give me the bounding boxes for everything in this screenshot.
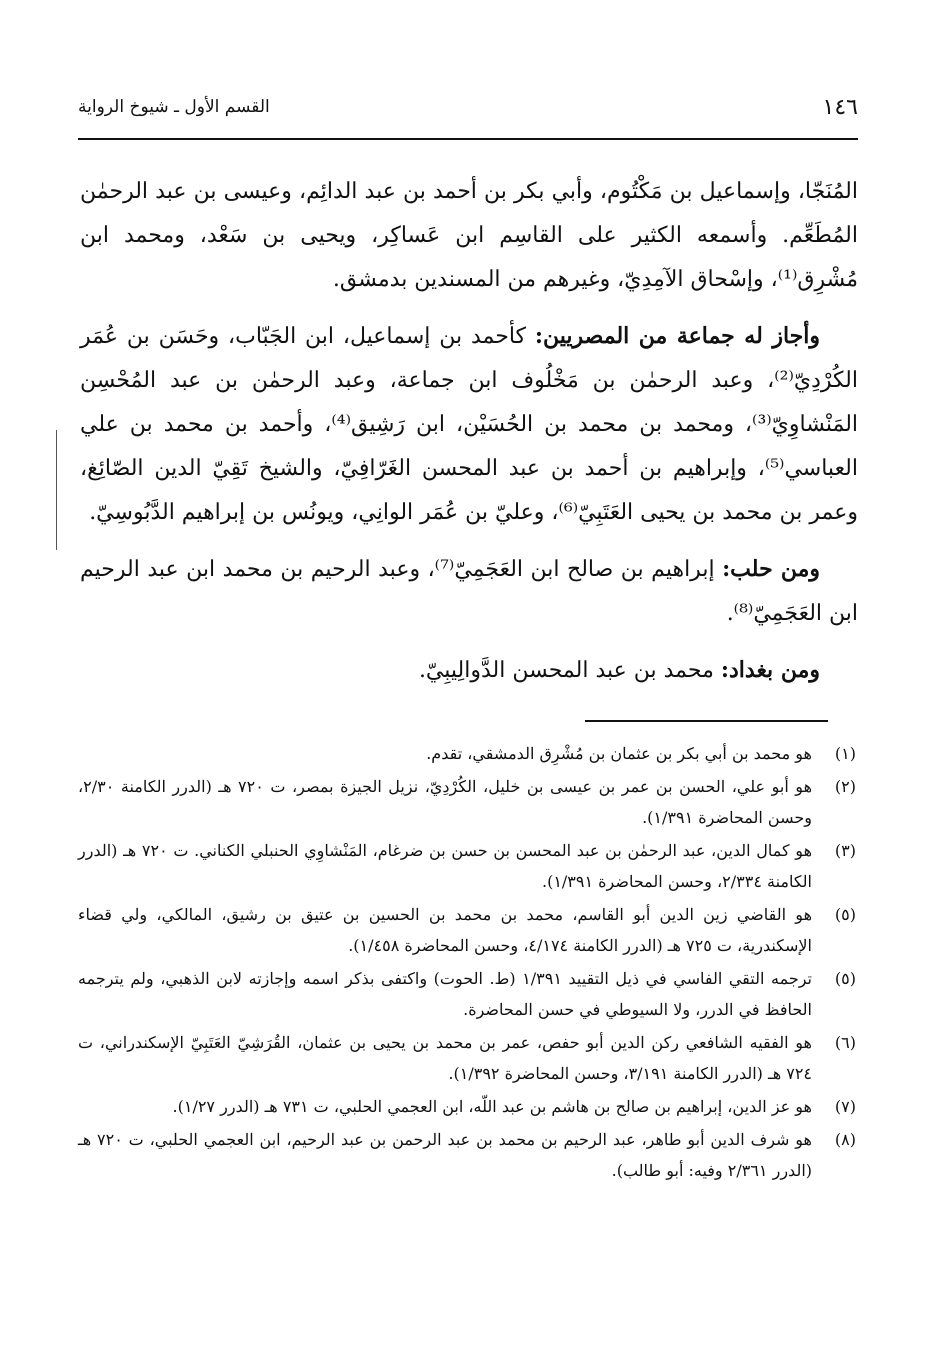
footnote-number: (٦) <box>834 1033 856 1052</box>
page-number: ١٤٦ <box>822 95 858 120</box>
footnote-number: (٥) <box>834 905 856 924</box>
paragraph-lead-baghdad: ومن بغداد: <box>720 657 820 683</box>
margin-mark <box>56 430 57 550</box>
paragraph-aleppo <box>80 547 858 636</box>
footnote <box>78 963 856 1025</box>
footnote-text: هو شرف الدين أبو طاهر، عبد الرحيم بن محمد بن عبد الرحمن بن عبد الرحيم، ابن العجمي الحلبي، ت ٧٢٠ هـ (الدرر ٢/٣٦١ وفيه: أبو طالب). <box>78 1130 812 1180</box>
footnote-text: هو الفقيه الشافعي ركن الدين أبو حفص، عمر بن محمد بن يحيى بن عثمان، القُرَشِيّ العَتَبِيّ الإسكندراني، ت ٧٢٤ هـ (الدرر الكامنة ٣/١٩١، وحسن المحاضرة ١/٣٩٢). <box>78 1033 812 1083</box>
running-title: القسم الأول ـ شيوخ الرواية <box>78 97 270 117</box>
footnote-text: هو كمال الدين، عبد الرحمٰن بن عبد المحسن بن حسن بن ضرغام، المَنْشاوِي الحنبلي الكناني. ت ٧٢٠ هـ (الدرر الكامنة ٢/٣٣٤، وحسن المحاضرة ١/٣٩١). <box>78 841 813 891</box>
footnote-number: (٧) <box>834 1097 856 1116</box>
footnote <box>78 1091 856 1122</box>
header-rule <box>78 138 858 140</box>
footnotes <box>78 738 856 1188</box>
paragraph-egyptian-licensers <box>80 314 858 535</box>
paragraph-body-aleppo: إبراهيم بن صالح ابن العَجَمِيّ⁽⁷⁾، وعبد الرحيم بن محمد ابن عبد الرحيم ابن العَجَمِيّ⁽⁸⁾. <box>80 557 858 626</box>
footnote-separator <box>585 720 828 722</box>
footnote-text: هو محمد بن أبي بكر بن عثمان بن مُشْرِق الدمشقي، تقدم. <box>426 744 812 763</box>
footnote-number: (٥) <box>834 969 856 988</box>
footnote-number: (١) <box>834 744 856 763</box>
paragraph-body-egypt: كأحمد بن إسماعيل، ابن الجَبّاب، وحَسَن بن عُمَر الكُرْدِيّ⁽²⁾، وعبد الرحمٰن بن مَخْلُوف ابن جماعة، وعبد الرحمٰن بن عبد المُحْسِن المَنْشاوِيّ⁽³⁾، ومحمد بن محمد بن الحُسَيْن، ابن رَشِيق⁽⁴⁾، وأحمد بن محمد بن علي العباسي⁽⁵⁾، وإبراهيم بن أحمد بن عبد المحسن الغَرّافِيّ، والشيخ تَقِيّ الدين الصّائِغ، وعمر بن محمد بن يحيى العَتَبِيّ⁽⁶⁾، وعليّ بن عُمَر الوانِي، ويونُس بن إبراهيم الدَّبُوسِيّ. <box>80 324 859 525</box>
paragraph-damascus-teachers: المُنَجّا، وإسماعيل بن مَكْتُوم، وأبي بكر بن أحمد بن عبد الدائِم، وعيسى بن عبد الرحمٰن المُطَعِّم. وأسمعه الكثير على القاسِم ابن عَساكِر، ويحيى بن سَعْد، ومحمد ابن مُشْرِق⁽¹⁾، وإسْحاق الآمِدِيّ، وغيرهم من المسندين بدمشق. <box>80 179 858 292</box>
paragraph-lead-aleppo: ومن حلب: <box>722 556 820 582</box>
paragraph-lead-egypt: وأجاز له جماعة من المصريين: <box>534 323 820 349</box>
footnote <box>78 835 856 897</box>
footnote <box>78 771 856 833</box>
footnote-text: هو القاضي زين الدين أبو القاسم، محمد بن محمد بن الحسين بن عتيق بن رشيق، المالكي، ولي قضاء الإسكندرية، ت ٧٢٥ هـ (الدرر الكامنة ٤/١٧٤، وحسن المحاضرة ١/٤٥٨). <box>78 905 813 955</box>
footnote-number: (٣) <box>834 841 856 860</box>
footnote <box>78 899 856 961</box>
footnote <box>78 1027 856 1089</box>
footnote-text: ترجمه التقي الفاسي في ذيل التقييد ١/٣٩١ (ط. الحوت) واكتفى بذكر اسمه وإجازته لابن الذهبي، ولم يترجمه الحافظ في الدرر، ولا السيوطي في حسن المحاضرة. <box>78 969 812 1019</box>
footnote-text: هو عز الدين، إبراهيم بن صالح بن هاشم بن عبد اللّه، ابن العجمي الحلبي، ت ٧٣١ هـ (الدرر ١/٢٧). <box>172 1097 812 1116</box>
paragraph-baghdad <box>80 648 858 693</box>
footnote <box>78 1124 856 1186</box>
main-text <box>80 170 858 705</box>
footnote <box>78 738 856 769</box>
footnote-text: هو أبو علي، الحسن بن عمر بن عيسى بن خليل، الكُرْدِيّ، نزيل الجيزة بمصر، ت ٧٢٠ هـ (الدرر الكامنة ٢/٣٠، وحسن المحاضرة ١/٣٩١). <box>78 777 812 827</box>
paragraph-body-baghdad: محمد بن عبد المحسن الدَّوالِيبِيّ. <box>418 658 721 683</box>
footnote-number: (٢) <box>834 777 856 796</box>
page-header <box>78 95 858 135</box>
footnote-number: (٨) <box>834 1130 856 1149</box>
